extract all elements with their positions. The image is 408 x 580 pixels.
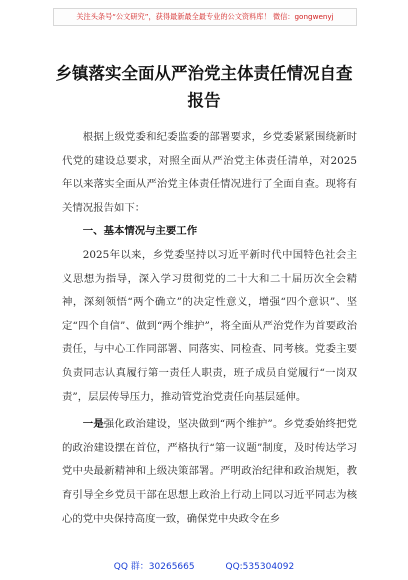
top-banner: 关注头条号“公文研究”，获得最新最全最专业的公文资料库！ 微信：gongwenyj [53,8,357,26]
paragraph-text: 强化政治建设，坚决做到“两个维护”。乡党委始终把党的政治建设摆在首位，严格执行“第一议题”制度，及时传达学习党中央最新精神和上级决策部署。严明政治纪律和政治规矩，教育引导全乡党员干部在思想上政治上行动上同以习近平同志为核心的党中央保持高度一致，确保党中央政令在乡 [62,418,358,525]
title-line-2: 报告 [187,91,221,110]
intro-paragraph: 根据上级党委和纪委监委的部署要求，乡党委紧紧围绕新时代党的建设总要求，对照全面从严治党主体责任清单，对2025年以来落实全面从严治党主体责任情况进行了全面自查。现将有关情况报告如下： [62,131,357,214]
paragraph-basic-situation: 2025年以来，乡党委坚持以习近平新时代中国特色社会主义思想为指导，深入学习贯彻党的二十大和二十届历次全会精神，深刻领悟“两个确立”的决定性意义，增强“四个意识”、坚定“四个自信”、做到“两个维护”，将全面从严治党作为首要政治责任，与中心工作同部署、同落实、同检查、同考核。党委主要负责同志认真履行第一责任人职责，班子成员自觉履行“一岗双责”，层层传导压力，推动管党治党责任向基层延伸。 [62,248,357,403]
document-title [40,60,368,114]
footer-contacts [0,559,408,572]
document-body [62,126,357,531]
paragraph-political-construction [62,413,357,531]
section-heading-1: 一、基本情况与主要工作 [82,225,198,238]
qq-number: QQ:535304092 [225,562,295,572]
qq-group: QQ 群：30265665 [113,562,195,572]
title-line-1: 乡镇落实全面从严治党主体责任情况自查 [55,64,353,83]
paragraph-lead: 一是 [82,418,104,431]
